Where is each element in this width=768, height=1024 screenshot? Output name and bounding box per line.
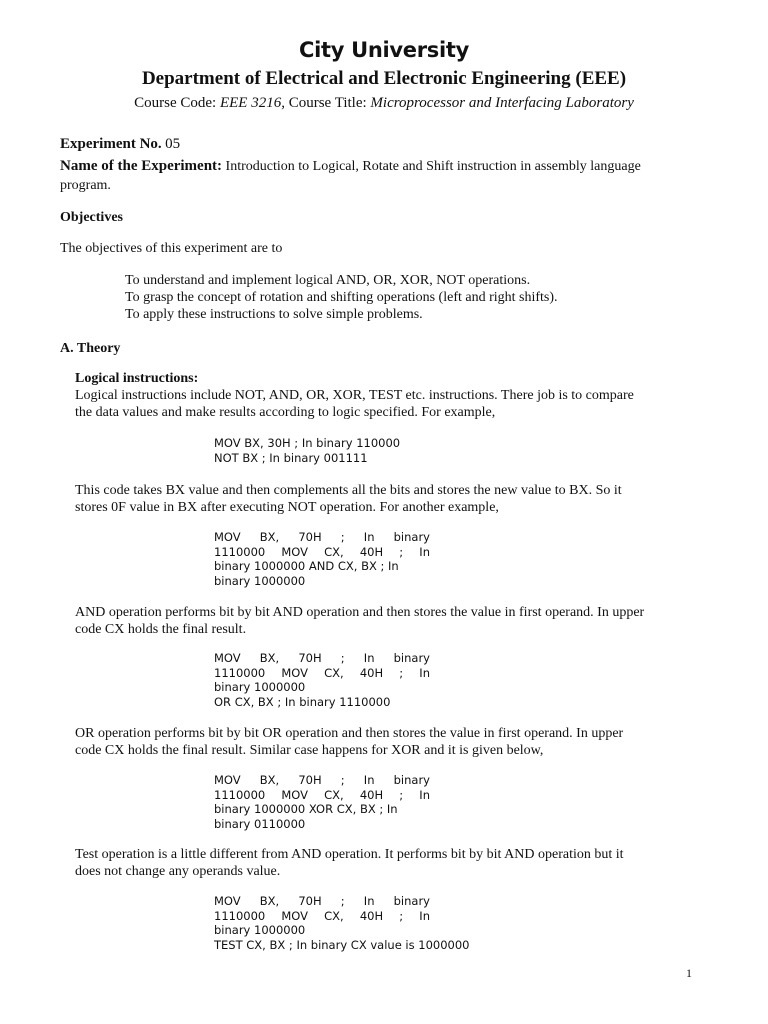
course-line: [0, 95, 768, 112]
experiment-name: [60, 158, 710, 175]
logical-instructions-heading: Logical instructions:: [75, 371, 199, 386]
course-code-label: Course Code:: [134, 95, 220, 111]
paragraph-4: [75, 725, 710, 759]
code-line: MOV BX, 70H ; In binary: [214, 530, 430, 544]
code-line: OR CX, BX ; In binary 1110000: [214, 694, 391, 709]
page-number: 1: [686, 966, 692, 980]
code-line: binary 1000000 XOR CX, BX ; In: [214, 802, 398, 816]
objective-item: To grasp the concept of rotation and shifting operations (left and right shifts).: [125, 290, 558, 305]
paragraph-3: [75, 604, 710, 638]
paragraph-line: the data values and make results according to logic specified. For example,: [75, 405, 496, 420]
paragraph-line: This code takes BX value and then complements all the bits and stores the new value to BX. So it: [75, 483, 622, 498]
code-block-or: [214, 651, 430, 709]
code-line: binary 1000000: [214, 680, 306, 694]
paragraph-line: stores 0F value in BX after executing NOT operation. For another example,: [75, 500, 499, 515]
objective-item: To understand and implement logical AND, OR, XOR, NOT operations.: [125, 273, 531, 288]
experiment-no-label: Experiment No.: [60, 136, 162, 152]
code-line: MOV BX, 70H ; In binary: [214, 894, 430, 908]
code-line: binary 1000000: [214, 923, 306, 937]
paragraph-line: Test operation is a little different from AND operation. It performs bit by bit AND operation but it: [75, 847, 624, 862]
code-line: binary 0110000: [214, 816, 306, 831]
paragraph-line: AND operation performs bit by bit AND operation and then stores the value in first operand. In upper: [75, 605, 645, 620]
code-line: binary 1000000: [214, 573, 306, 588]
code-block-xor: [214, 773, 430, 831]
experiment-name-cont: program.: [60, 178, 111, 193]
experiment-no-value: 05: [165, 136, 181, 152]
paragraph-line: Logical instructions include NOT, AND, OR, XOR, TEST etc. instructions. There job is to compare: [75, 388, 634, 403]
code-block-test: [214, 894, 470, 952]
paragraph-line: code CX holds the final result.: [75, 622, 247, 637]
code-line: 1110000 MOV CX, 40H ; In: [214, 787, 430, 802]
code-line: 1110000 MOV CX, 40H ; In: [214, 544, 430, 559]
code-block-and: [214, 530, 430, 588]
course-title-label: , Course Title:: [281, 95, 371, 111]
code-line: MOV BX, 70H ; In binary: [214, 651, 430, 665]
code-line: 1110000 MOV CX, 40H ; In: [214, 908, 430, 923]
paragraph-line: code CX holds the final result. Similar case happens for XOR and it is given below,: [75, 743, 544, 758]
theory-heading: A. Theory: [60, 341, 121, 356]
paragraph-2: [75, 482, 710, 516]
code-line: NOT BX ; In binary 001111: [214, 450, 368, 465]
course-title: Microprocessor and Interfacing Laboratory: [370, 95, 634, 111]
code-line: MOV BX, 30H ; In binary 110000: [214, 436, 401, 450]
code-line: binary 1000000 AND CX, BX ; In: [214, 559, 399, 573]
code-line: MOV BX, 70H ; In binary: [214, 773, 430, 787]
code-line: TEST CX, BX ; In binary CX value is 1000000: [214, 937, 470, 952]
objectives-intro: The objectives of this experiment are to: [60, 241, 283, 256]
objectives-heading: Objectives: [60, 210, 123, 225]
paragraph-line: OR operation performs bit by bit OR operation and then stores the value in first operand. In upper: [75, 726, 624, 741]
code-block-not: [214, 436, 430, 465]
experiment-name-value: Introduction to Logical, Rotate and Shift instruction in assembly language: [225, 159, 641, 174]
paragraph-5: [75, 846, 710, 880]
paragraph-1: [75, 387, 710, 421]
paragraph-line: does not change any operands value.: [75, 864, 281, 879]
code-line: 1110000 MOV CX, 40H ; In: [214, 665, 430, 680]
university-title: City University: [298, 38, 470, 62]
objectives-list: [125, 272, 725, 323]
experiment-number: [60, 136, 710, 153]
objective-item: To apply these instructions to solve simple problems.: [125, 307, 423, 322]
course-code: EEE 3216: [219, 95, 282, 111]
experiment-name-label: Name of the Experiment:: [60, 158, 223, 174]
department-title: Department of Electrical and Electronic Engineering (EEE): [141, 68, 627, 89]
